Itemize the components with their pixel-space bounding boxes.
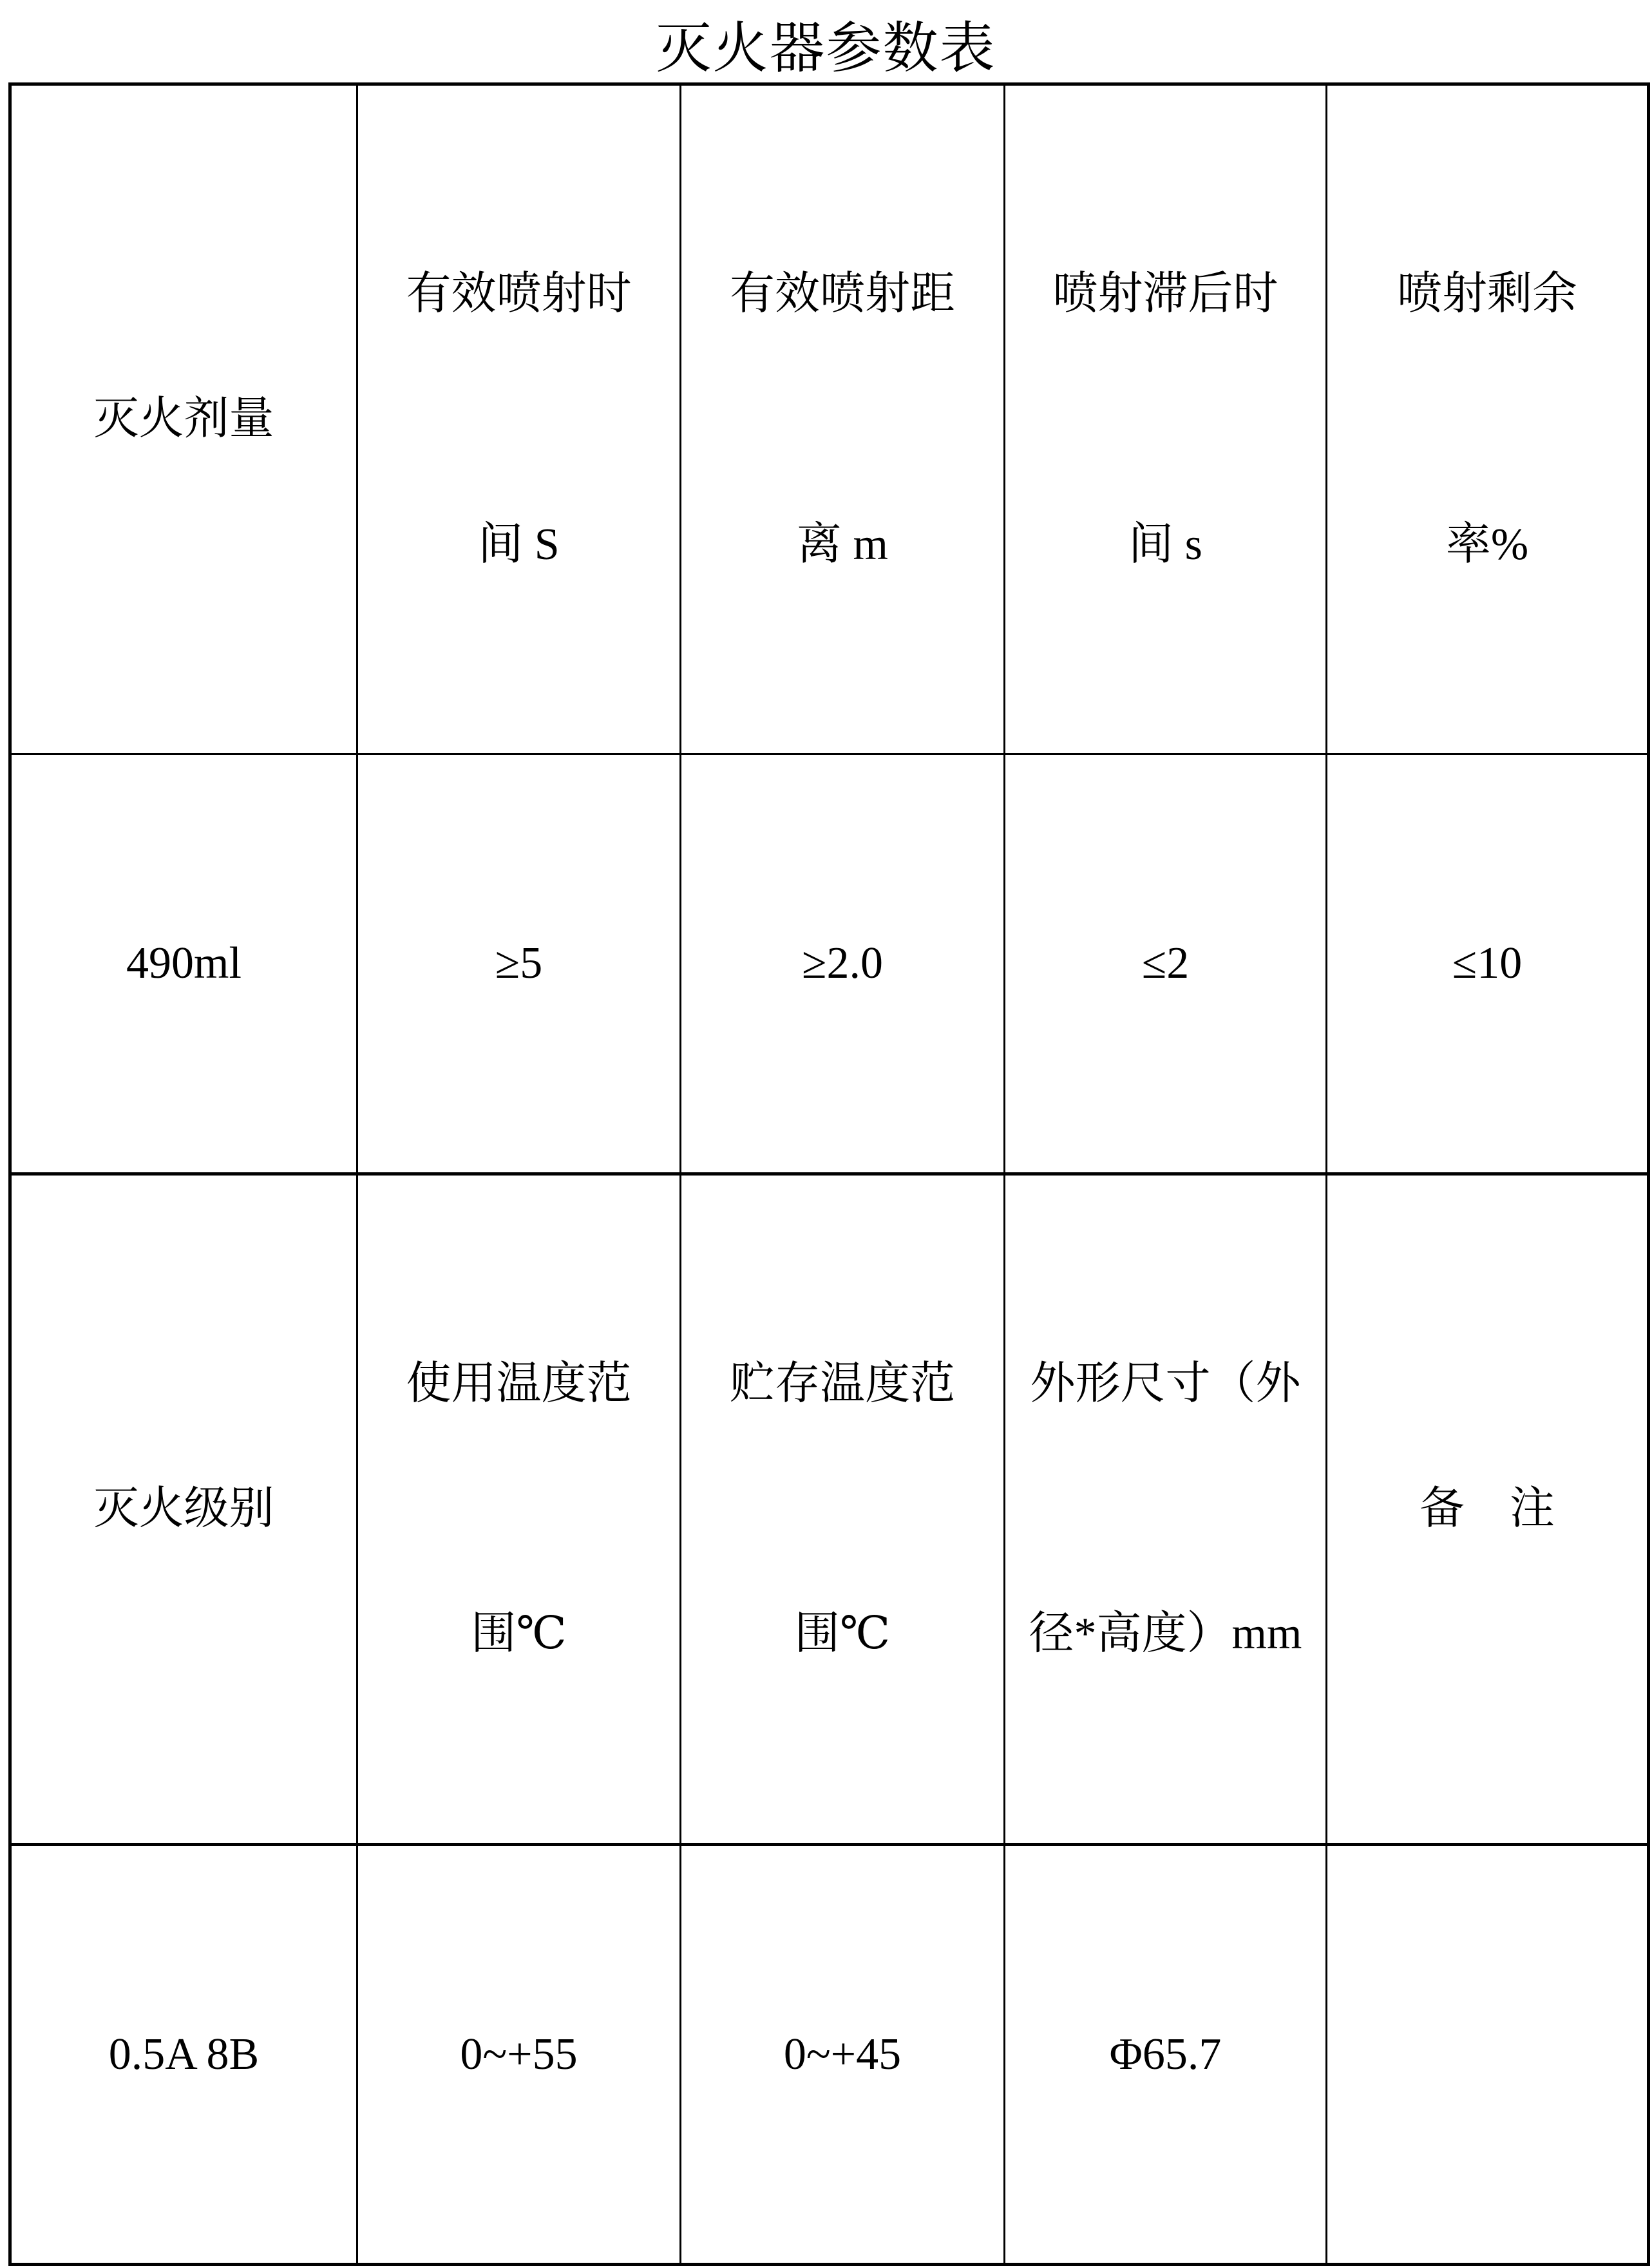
cell-line: 有效喷射时 <box>406 269 632 319</box>
cell-line: Φ65.7 <box>1109 2029 1222 2079</box>
cell-operating-temp-value <box>357 1844 681 2265</box>
cell-line: 围℃ <box>471 1609 567 1659</box>
cell-remarks-value <box>1327 1844 1649 2265</box>
cell-line: 间 S <box>478 519 560 569</box>
cell-storage-temp-value <box>681 1844 1005 2265</box>
cell-line: 贮存温度范 <box>730 1358 955 1409</box>
table-row-values-2 <box>10 1844 1649 2265</box>
cell-dimensions-value <box>1005 1844 1327 2265</box>
cell-line: ≥2.0 <box>802 938 883 988</box>
parameters-table <box>8 82 1650 2266</box>
cell-line: 外形尺寸（外 <box>1030 1358 1301 1409</box>
cell-line: 备 注 <box>1419 1483 1555 1534</box>
cell-line: 率% <box>1445 519 1529 569</box>
cell-line: 灭火剂量 <box>93 394 274 444</box>
cell-spray-lag-value <box>1005 754 1327 1174</box>
cell-spray-residual-header <box>1327 84 1649 754</box>
cell-operating-temp-header <box>357 1174 681 1844</box>
cell-remarks-header <box>1327 1174 1649 1844</box>
cell-dimensions-header <box>1005 1174 1327 1844</box>
cell-line: 使用温度范 <box>406 1358 632 1409</box>
cell-agent-amount-value <box>10 754 357 1174</box>
cell-line: 0.5A 8B <box>108 2029 260 2079</box>
cell-agent-amount-header <box>10 84 357 754</box>
page-title: 灭火器参数表 <box>656 17 996 79</box>
cell-fire-rating-header <box>10 1174 357 1844</box>
cell-storage-temp-header <box>681 1174 1005 1844</box>
cell-spray-residual-value <box>1327 754 1649 1174</box>
cell-line: 离 m <box>797 519 888 569</box>
cell-spray-lag-header <box>1005 84 1327 754</box>
table-row-header-1 <box>10 84 1649 754</box>
cell-line: 围℃ <box>794 1609 891 1659</box>
cell-line: 径*高度）mm <box>1029 1609 1302 1659</box>
cell-line: 有效喷射距 <box>730 269 955 319</box>
cell-spray-time-header <box>357 84 681 754</box>
cell-line: 喷射滞后时 <box>1052 269 1278 319</box>
cell-line: 0~+45 <box>783 2029 902 2079</box>
cell-spray-distance-header <box>681 84 1005 754</box>
cell-line: 0~+55 <box>460 2029 578 2079</box>
cell-line: ≤10 <box>1452 938 1523 988</box>
table-row-header-2 <box>10 1174 1649 1844</box>
cell-line: 灭火级别 <box>93 1483 274 1534</box>
cell-line: ≥5 <box>495 938 543 988</box>
cell-line: 喷射剩余 <box>1397 269 1577 319</box>
table-row-values-1 <box>10 754 1649 1174</box>
cell-fire-rating-value <box>10 1844 357 2265</box>
cell-spray-distance-value <box>681 754 1005 1174</box>
cell-line: 490ml <box>126 938 242 988</box>
cell-line: 间 s <box>1128 519 1202 569</box>
cell-line: ≤2 <box>1141 938 1190 988</box>
cell-spray-time-value <box>357 754 681 1174</box>
